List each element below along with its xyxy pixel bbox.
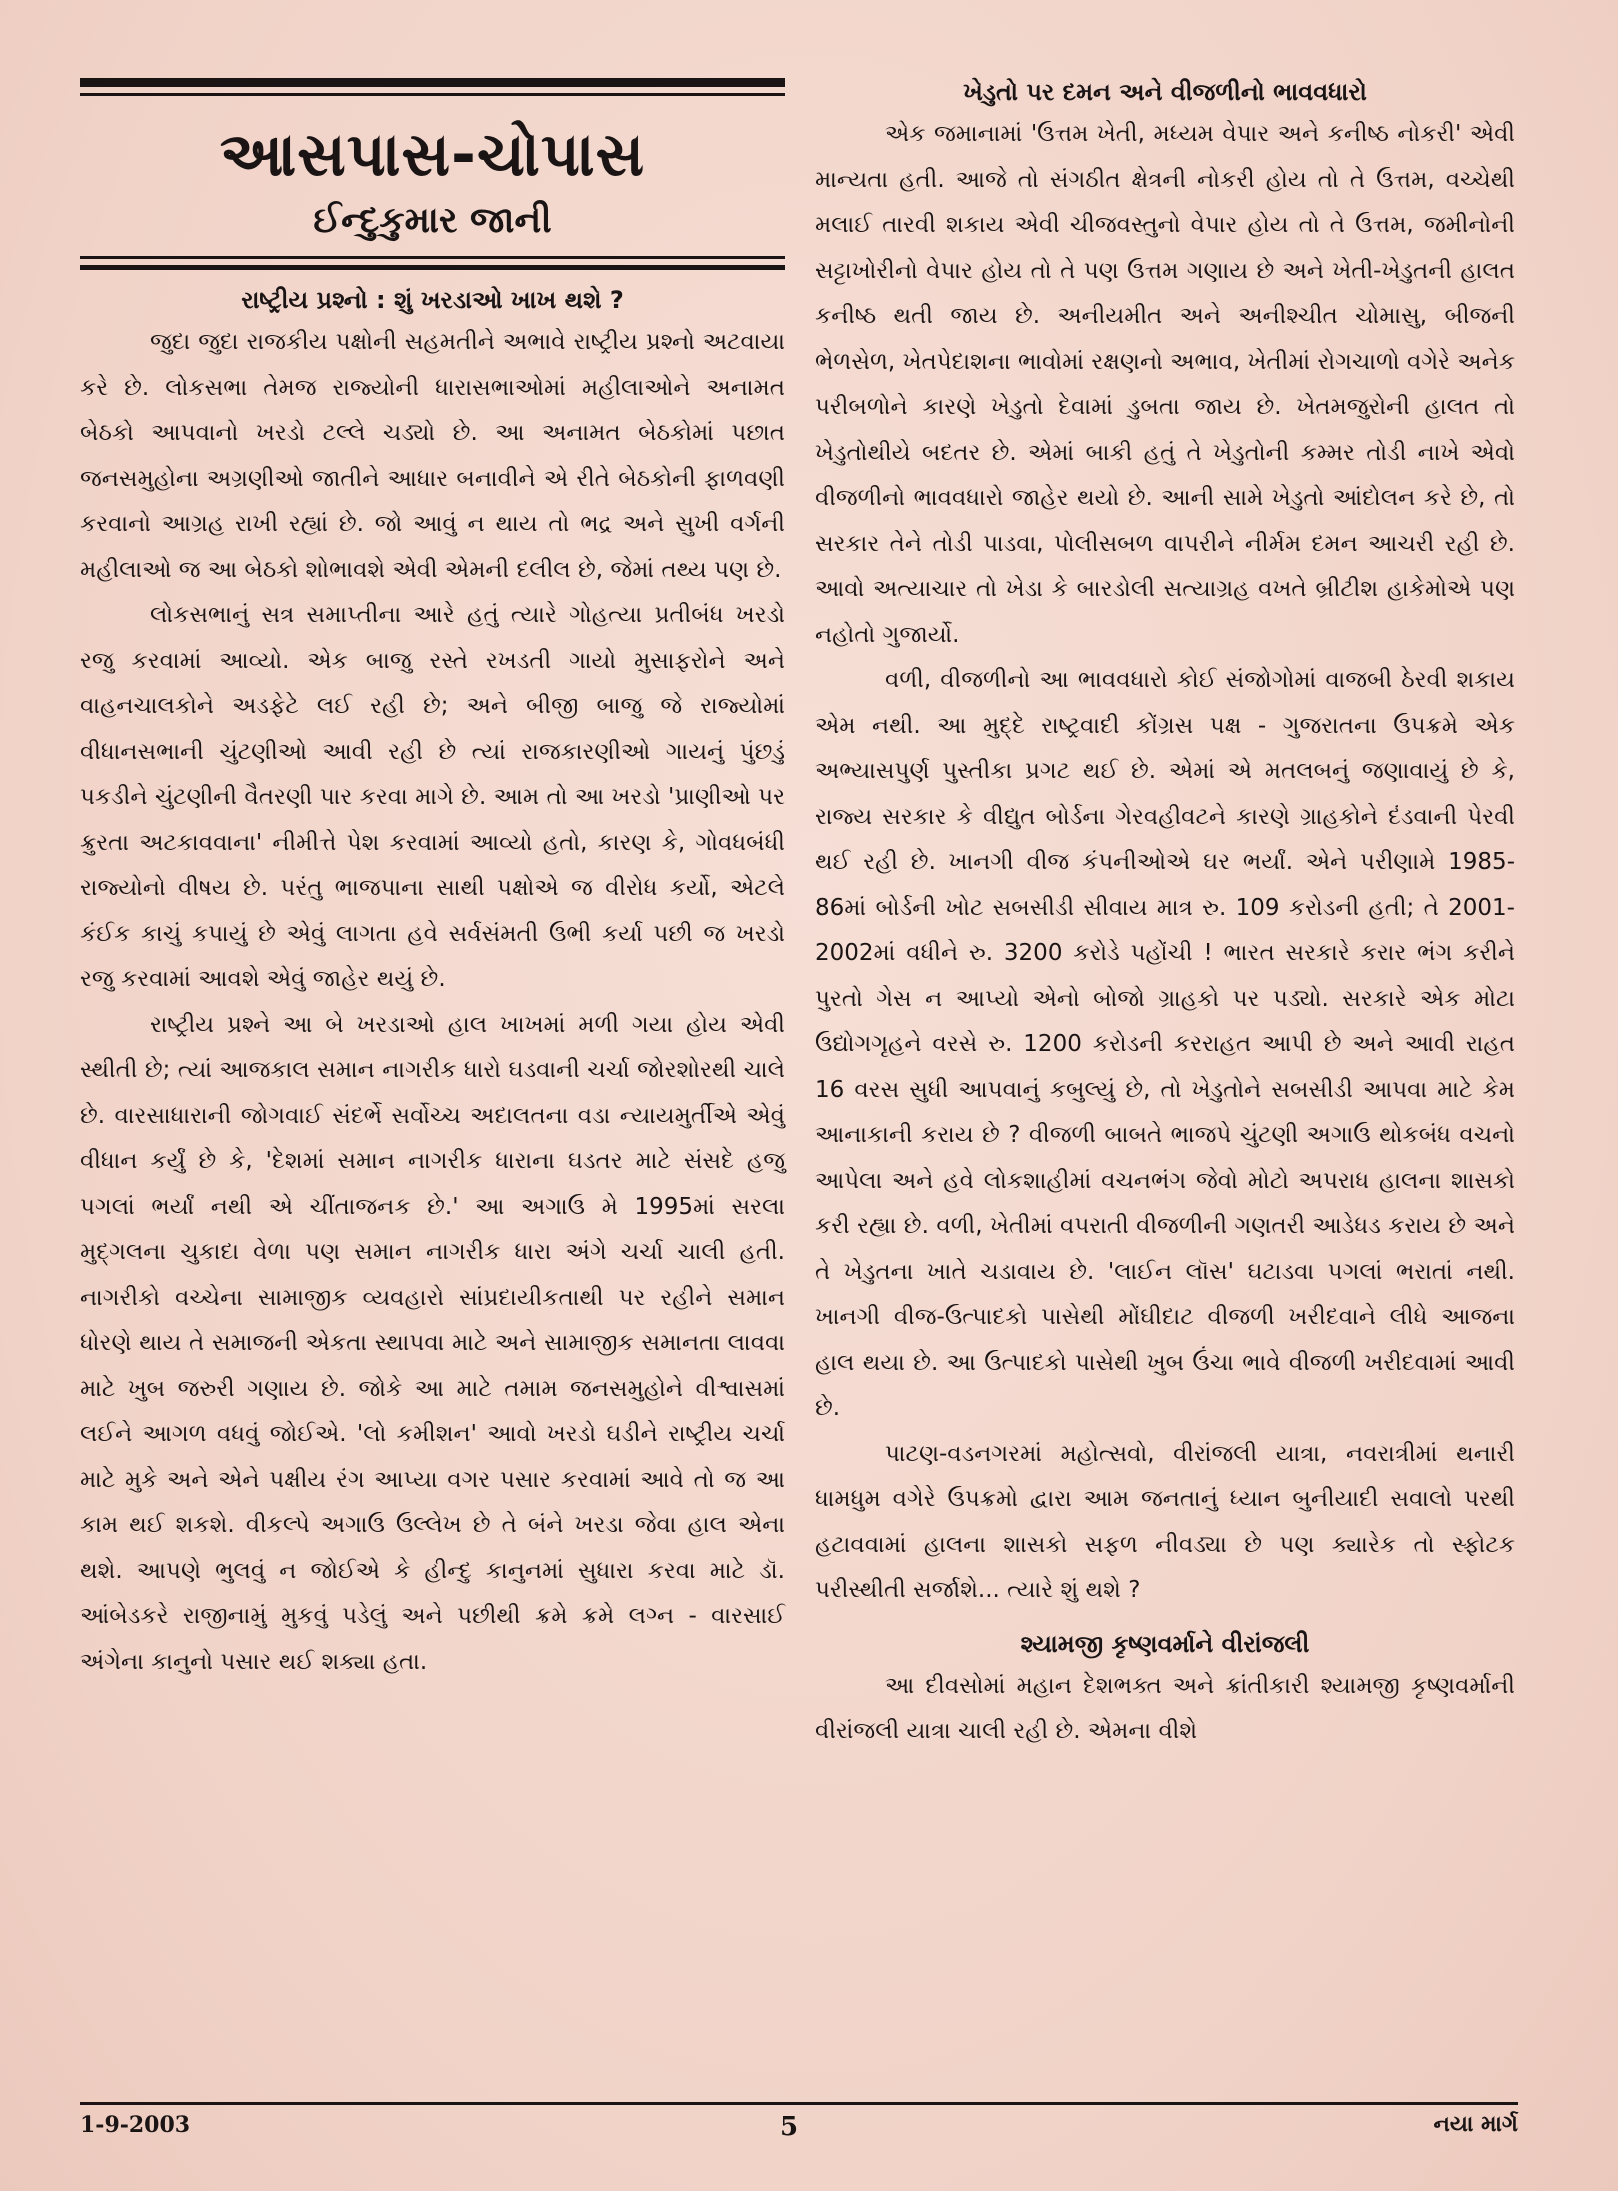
article-heading-farmers: ખેડુતો પર દમન અને વીજળીનો ભાવવધારો bbox=[963, 78, 1367, 106]
masthead-bottom-rule bbox=[80, 265, 785, 270]
article-paragraph: એક જમાનામાં 'ઉત્તમ ખેતી, મધ્યમ વેપાર અને કનીષ્ઠ નોકરી' એવી માન્યતા હતી. આજે તો સંગઠીત ક્ષેત્રની નોકરી હોય તો તે ઉત્તમ, વચ્ચેથી મલાઈ તારવી શકાય એવી ચીજવસ્તુનો વેપાર હોય તો તે ઉત્તમ, જમીનોની સટ્ટાખોરીનો વેપાર હોય તો તે પણ ઉત્તમ ગણાય છે અને ખેતી-ખેડુતની હાલત કનીષ્ઠ થતી જાય છે. અનીયમીત અને અનીશ્ચીત ચોમાસુ, બીજની ભેળસેળ, ખેતપેદાશના ભાવોમાં રક્ષણનો અભાવ, ખેતીમાં રોગચાળો વગેરે અનેક પરીબળોને કારણે ખેડુતો દેવામાં ડુબતા જાય છે. ખેતમજુરોની હાલત તો ખેડુતોથીયે બદતર છે. એમાં બાકી હતું તે ખેડુતોની કમ્મર તોડી નાખે એવો વીજળીનો ભાવવધારો જાહેર થયો છે. આની સામે ખેડુતો આંદોલન કરે છે, તો સરકાર તેને તોડી પાડવા, પોલીસબળ વાપરીને નીર્મમ દમન આચરી રહી છે. આવો અત્યાચાર તો ખેડા કે બારડોલી સત્યાગ્રહ વખતે બ્રીટીશ હાકેમોએ પણ નહોતો ગુજાર્યો. bbox=[815, 121, 1515, 648]
column-title: આસપાસ-ચોપાસ bbox=[219, 120, 646, 190]
masthead-top-rule-thin bbox=[80, 93, 785, 96]
masthead-bottom-rule-thin bbox=[80, 256, 785, 259]
article-paragraph: આ દીવસોમાં મહાન દેશભક્ત અને ક્રાંતીકારી શ્યામજી કૃષ્ણવર્માની વીરાંજલી યાત્રા ચાલી રહી છે. એમના વીશે bbox=[815, 1672, 1515, 1744]
page-number: 5 bbox=[780, 2112, 799, 2142]
article-heading-shyamji: શ્યામજી કૃષ્ણવર્માને વીરાંજલી bbox=[1020, 1629, 1310, 1658]
article-paragraph: જુદા જુદા રાજકીય પક્ષોની સહમતીને અભાવે રાષ્ટ્રીય પ્રશ્નો અટવાયા કરે છે. લોકસભા તેમજ રાજ્યોની ધારાસભાઓમાં મહીલાઓને અનામત બેઠકો આપવાનો ખરડો ટલ્લે ચડ્યો છે. આ અનામત બેઠકોમાં પછાત જનસમુહોના અગ્રણીઓ જાતીને આધાર બનાવીને એ રીતે બેઠકોની ફાળવણી કરવાનો આગ્રહ રાખી રહ્યાં છે. જો આવું ન થાય તો ભદ્ર અને સુખી વર્ગની મહીલાઓ જ આ બેઠકો શોભાવશે એવી એમની દલીલ છે, જેમાં તથ્ય પણ છે. bbox=[80, 329, 785, 583]
author-name: ઈન્દુકુમાર જાની bbox=[313, 200, 552, 241]
footer-rule bbox=[80, 2102, 1518, 2105]
article-paragraph: પાટણ-વડનગરમાં મહોત્સવો, વીરાંજલી યાત્રા, નવરાત્રીમાં થનારી ધામધુમ વગેરે ઉપક્રમો દ્વારા આમ જનતાનું ધ્યાન બુનીયાદી સવાલો પરથી હટાવવામાં હાલના શાસકો સફળ નીવડ્યા છે પણ ક્યારેક તો સ્ફોટક પરીસ્થીતી સર્જાશે... ત્યારે શું થશે ? bbox=[815, 1440, 1515, 1603]
right-column bbox=[815, 78, 1515, 1755]
left-column bbox=[80, 78, 785, 1685]
article-paragraph: રાષ્ટ્રીય પ્રશ્ને આ બે ખરડાઓ હાલ ખાખમાં મળી ગયા હોય એવી સ્થીતી છે; ત્યાં આજકાલ સમાન નાગરીક ધારો ઘડવાની ચર્ચા જોરશોરથી ચાલે છે. વારસાધારાની જોગવાઈ સંદર્ભે સર્વોચ્ચ અદાલતના વડા ન્યાયમુર્તીએ એવું વીધાન કર્યું છે કે, 'દેશમાં સમાન નાગરીક ધારાના ઘડતર માટે સંસદે હજુ પગલાં ભર્યાં નથી એ ચીંતાજનક છે.' આ અગાઉ મે 1995માં સરલા મુદ્ગલના ચુકાદા વેળા પણ સમાન નાગરીક ધારા અંગે ચર્ચા ચાલી હતી. નાગરીકો વચ્ચેના સામાજીક વ્યવહારો સાંપ્રદાયીકતાથી પર રહીને સમાન ધોરણે થાય તે સમાજની એકતા સ્થાપવા માટે અને સામાજીક સમાનતા લાવવા માટે ખુબ જરુરી ગણાય છે. જોકે આ માટે તમામ જનસમુહોને વીશ્વાસમાં લઈને આગળ વધવું જોઈએ. 'લો કમીશન' આવો ખરડો ઘડીને રાષ્ટ્રીય ચર્ચા માટે મુકે અને એને પક્ષીય રંગ આપ્યા વગર પસાર કરવામાં આવે તો જ આ કામ થઈ શકશે. વીકલ્પે અગાઉ ઉલ્લેખ છે તે બંને ખરડા જેવા હાલ એના થશે. આપણે ભુલવું ન જોઈએ કે હીન્દુ કાનુનમાં સુધારા કરવા માટે ડૉ. આંબેડકરે રાજીનામું મુકવું પડેલું અને પછીથી ક્રમે ક્રમે લગ્ન - વારસાઈ અંગેના કાનુનો પસાર થઈ શક્યા હતા. bbox=[80, 1011, 785, 1675]
footer-date: 1-9-2003 bbox=[80, 2112, 191, 2138]
article-heading-national-issues: રાષ્ટ્રીય પ્રશ્નો : શું ખરડાઓ ખાખ થશે ? bbox=[241, 286, 624, 314]
publication-name: નયા માર્ગ bbox=[1433, 2112, 1518, 2137]
article-paragraph: વળી, વીજળીનો આ ભાવવધારો કોઈ સંજોગોમાં વાજબી ઠેરવી શકાય એમ નથી. આ મુદ્દે રાષ્ટ્રવાદી કોંગ્રસ પક્ષ - ગુજરાતના ઉપક્રમે એક અભ્યાસપુર્ણ પુસ્તીકા પ્રગટ થઈ છે. એમાં એ મતલબનું જણાવાયું છે કે, રાજ્ય સરકાર કે વીદ્યુત બોર્ડના ગેરવહીવટને કારણે ગ્રાહકોને દંડવાની પેરવી થઈ રહી છે. ખાનગી વીજ કંપનીઓએ ઘર ભર્યાં. એને પરીણામે 1985- 86માં બોર્ડની ખોટ સબસીડી સીવાય માત્ર રુ. 109 કરોડની હતી; તે 2001-2002માં વધીને રુ. 3200 કરોડે પહોંચી ! ભારત સરકારે કરાર ભંગ કરીને પુરતો ગેસ ન આપ્યો એનો બોજો ગ્રાહકો પર પડ્યો. સરકારે એક મોટા ઉદ્યોગગૃહને વરસે રુ. 1200 કરોડની કરરાહત આપી છે અને આવી રાહત 16 વરસ સુધી આપવાનું કબુલ્યું છે, તો ખેડુતોને સબસીડી આપવા માટે કેમ આનાકાની કરાય છે ? વીજળી બાબતે ભાજપે ચુંટણી અગાઉ થોકબંધ વચનો આપેલા અને હવે લોકશાહીમાં વચનભંગ જેવો મોટો અપરાધ હાલના શાસકો કરી રહ્યા છે. વળી, ખેતીમાં વપરાતી વીજળીની ગણતરી આડેધડ કરાય છે અને તે ખેડુતના ખાતે ચડાવાય છે. 'લાઈન લૉસ' ઘટાડવા પગલાં ભરાતાં નથી. ખાનગી વીજ-ઉત્પાદકો પાસેથી મોંઘીદાટ વીજળી ખરીદવાને લીધે આજના હાલ થયા છે. આ ઉત્પાદકો પાસેથી ખુબ ઉંચા ભાવે વીજળી ખરીદવામાં આવી છે. bbox=[815, 667, 1515, 1421]
masthead-top-rule bbox=[80, 78, 785, 87]
article-paragraph: લોકસભાનું સત્ર સમાપ્તીના આરે હતું ત્યારે ગોહત્યા પ્રતીબંધ ખરડો રજુ કરવામાં આવ્યો. એક બાજુ રસ્તે રખડતી ગાયો મુસાફરોને અને વાહનચાલકોને અડફેટે લઈ રહી છે; અને બીજી બાજુ જે રાજ્યોમાં વીધાનસભાની ચુંટણીઓ આવી રહી છે ત્યાં રાજકારણીઓ ગાયનું પુંછડું પકડીને ચુંટણીની વૈતરણી પાર કરવા માગે છે. આમ તો આ ખરડો 'પ્રાણીઓ પર ક્રુરતા અટકાવવાના' નીમીત્તે પેશ કરવામાં આવ્યો હતો, કારણ કે, ગોવધબંધી રાજ્યોનો વીષય છે. પરંતુ ભાજપાના સાથી પક્ષોએ જ વીરોધ કર્યો, એટલે કંઈક કાચું કપાયું છે એવું લાગતા હવે સર્વસંમતી ઉભી કર્યા પછી જ ખરડો રજુ કરવામાં આવશે એવું જાહેર થયું છે. bbox=[80, 602, 785, 992]
